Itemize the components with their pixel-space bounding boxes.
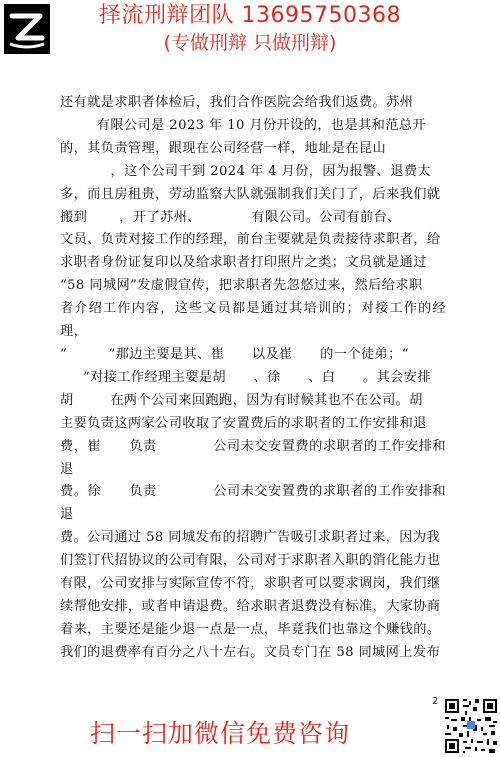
document-body	[60, 92, 446, 665]
body-line: 搬到 ，开了苏州、 有限公司。公司有前台、	[60, 209, 401, 225]
body-line: 费。徐 负责 公司未交安置费的求职者的工作安排和退	[60, 484, 446, 523]
body-line: 多，而且房租贵，劳动监察大队就强制我们关门了，后来我们就	[60, 186, 441, 202]
body-line: 们签订代招协议的公司有限，公司对于求职者入职的消化能力也	[60, 553, 441, 569]
body-line: 文员、负责对接工作的经理，前台主要就是负责接待求职者，给	[60, 232, 441, 248]
header-title: 择流刑辩团队 13695750368	[99, 3, 401, 28]
footer-cta: 扫一扫加微信免费咨询	[89, 719, 350, 748]
body-line: 续帮他安排，或者申请退费。给求职者退费没有标准，大家协商	[60, 598, 441, 614]
qr-code-icon[interactable]	[443, 697, 499, 755]
body-line: 有限公司是 2023 年 10 月份开设的，也是其和范总开	[60, 117, 427, 133]
body-line: ”对接工作经理主要是胡 、徐 、白 。其会安排	[60, 369, 431, 385]
body-line: “ ”那边主要是其、崔 以及崔 的一个徒弟；“	[60, 346, 409, 362]
body-line: 求职者身份证复印以及给求职者打印照片之类；文员就是通过	[60, 255, 427, 271]
body-line: 者介绍工作内容，这些文员都是通过其培训的；对接工作的经理，	[60, 301, 446, 340]
body-line: “58 同城网”发虚假宣传，把求职者先忽悠过来，然后给求职	[60, 278, 423, 294]
body-line: 费，崔 负责 公司未交安置费的求职者的工作安排和退	[60, 438, 446, 477]
body-line: 还有就是求职者体检后，我们合作医院会给我们返费。苏州	[60, 95, 414, 110]
body-line: 的，其负责管理，跟现在公司经营一样，地址是在昆山	[60, 140, 387, 156]
header-subtitle: (专做刑辩 只做刑辩)	[163, 32, 337, 54]
page-header	[0, 2, 500, 56]
body-line: 费。公司通过 58 同城发布的招聘广告吸引求职者过来，因为我	[60, 530, 441, 546]
page-number: 2	[432, 696, 439, 707]
body-line: 我们的退费率有百分之八十左右。文员专门在 58 同城网上发布	[60, 644, 441, 660]
body-line: 着来，主要还是能少退一点是一点，毕竟我们也靠这个赚钱的。	[60, 621, 441, 637]
body-line: 主要负责这两家公司收取了安置费后的求职者的工作安排和退	[60, 415, 427, 431]
body-line: 胡 在两个公司来回跑跑，因为有时候其也不在公司。胡	[60, 392, 423, 408]
body-line: ，这个公司干到 2024 年 4 月份，因为报警、退费太	[60, 163, 431, 179]
body-line: 有限，公司安排与实际宣传不符，求职者可以要求调岗，我们继	[60, 576, 441, 592]
